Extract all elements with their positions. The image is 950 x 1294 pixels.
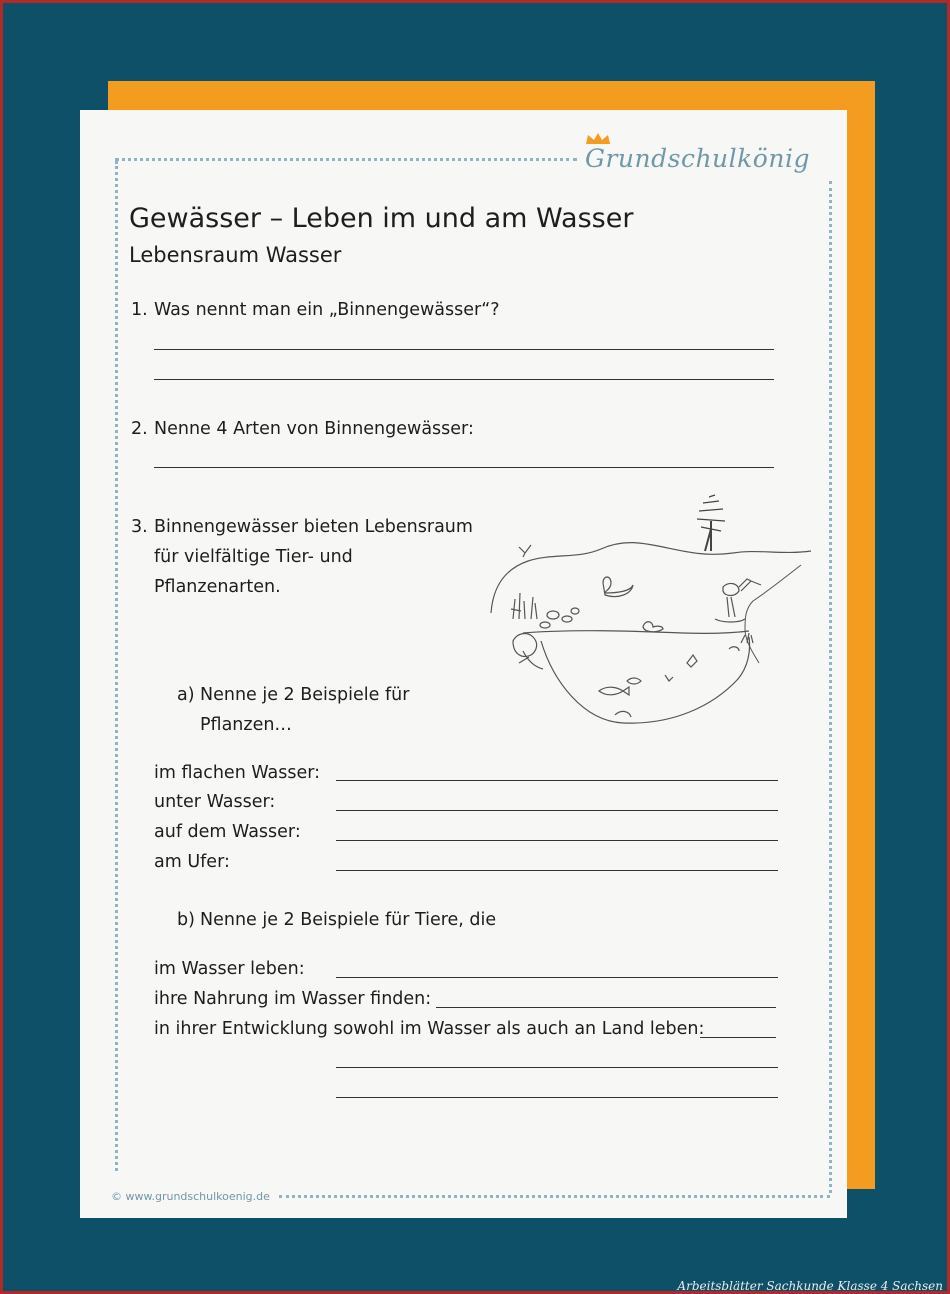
- frame-top-dots: [115, 158, 577, 161]
- q3b-answer-line[interactable]: [700, 1037, 776, 1038]
- q3b-text: Nenne je 2 Beispiele für Tiere, die: [200, 910, 497, 930]
- q2-number: 2.: [131, 419, 148, 439]
- q1-text: Was nennt man ein „Binnengewässer“?: [154, 300, 500, 320]
- image-caption: Arbeitsblätter Sachkunde Klasse 4 Sachsen: [677, 1279, 943, 1293]
- q3-line: Pflanzenarten.: [154, 577, 281, 597]
- q3b-field-label: im Wasser leben:: [154, 959, 305, 979]
- q3b-answer-line[interactable]: [436, 1007, 776, 1008]
- q3a-answer-line[interactable]: [336, 810, 778, 811]
- q2-text: Nenne 4 Arten von Binnengewässer:: [154, 419, 474, 439]
- q2-answer-line[interactable]: [154, 467, 774, 468]
- q3b-answer-line[interactable]: [336, 1067, 778, 1068]
- q3a-line: Pflanzen…: [200, 715, 292, 735]
- footer-url[interactable]: © www.grundschulkoenig.de: [111, 1190, 270, 1203]
- q1-answer-line[interactable]: [154, 379, 774, 380]
- q3a-field-label: unter Wasser:: [154, 792, 276, 812]
- page-subtitle: Lebensraum Wasser: [129, 243, 342, 267]
- q3a-answer-line[interactable]: [336, 780, 778, 781]
- q3-number: 3.: [131, 517, 148, 537]
- q3-line: für vielfältige Tier- und: [154, 547, 353, 567]
- q1-answer-line[interactable]: [154, 349, 774, 350]
- q3a-label: a): [177, 685, 195, 705]
- q3b-field-label: in ihrer Entwicklung sowohl im Wasser als auch an Land leben:: [154, 1019, 705, 1039]
- q3a-field-label: auf dem Wasser:: [154, 822, 301, 842]
- q3a-field-label: am Ufer:: [154, 852, 230, 872]
- brand-logo: Grundschulkönig: [585, 144, 810, 173]
- frame-bottom-dots: [279, 1195, 830, 1198]
- q3a-field-label: im flachen Wasser:: [154, 763, 321, 783]
- q3b-field-label: ihre Nahrung im Wasser finden:: [154, 989, 432, 1009]
- q3-line: Binnengewässer bieten Lebensraum: [154, 517, 473, 537]
- q3a-answer-line[interactable]: [336, 840, 778, 841]
- q3b-answer-line[interactable]: [336, 977, 778, 978]
- page-title: Gewässer – Leben im und am Wasser: [129, 203, 634, 234]
- q3a-line: Nenne je 2 Beispiele für: [200, 685, 410, 705]
- frame-right-dots: [829, 181, 832, 1193]
- q1-number: 1.: [131, 300, 148, 320]
- q3b-answer-line[interactable]: [336, 1097, 778, 1098]
- pond-illustration: [483, 491, 819, 731]
- q3b-label: b): [177, 910, 195, 930]
- frame-left-dots: [115, 161, 118, 1171]
- q3a-answer-line[interactable]: [336, 870, 778, 871]
